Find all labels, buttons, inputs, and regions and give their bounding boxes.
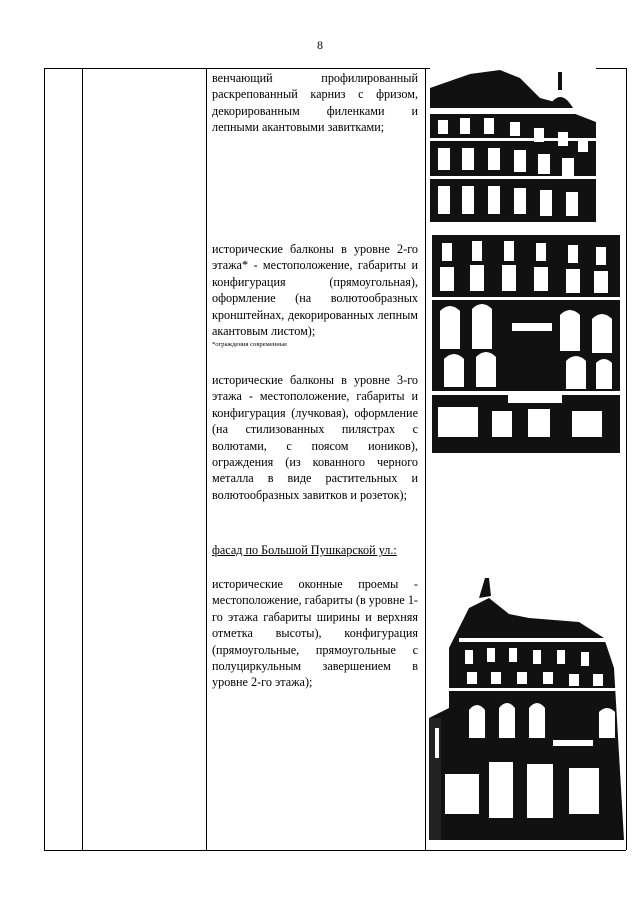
- feature-windows-text: исторические оконные проемы - местоположение, габариты (в уровне 1-го этажа габариты ширины и верхняя отметка высоты), конфигурация (прямоугольные, прямоугольные с полуциркульным завершением в уровне 2-го этажа);: [212, 577, 418, 690]
- feature-cornice-text: венчающий профилированный раскрепованный карниз с фризом, декорированным филенками и лепными акантовыми завитками;: [212, 71, 418, 135]
- section-heading: фасад по Большой Пушкарской ул.:: [212, 543, 397, 557]
- page-number: 8: [317, 38, 323, 52]
- feature-balconies-3rd-floor-text: исторические балконы в уровне 3-го этажа - местоположение, габариты и конфигурация (лучковая), оформление (на стилизованных пилястрах с волютами, с поясом иоников), ограждения (из кованного черного металла в виде растительных и волютообразных завитков и розеток);: [212, 373, 418, 502]
- table-border: [44, 850, 626, 851]
- feature-balconies-2nd-floor-text: исторические балконы в уровне 2-го этажа* - местоположение, габариты и конфигурация (прямоугольная), оформление (на волютообразных кронштейнах, декорированных лепным акантовым листом);: [212, 242, 418, 339]
- table-border: [44, 68, 45, 850]
- table-border: [82, 68, 83, 850]
- table-border: [425, 68, 426, 850]
- table-border: [206, 68, 207, 850]
- footnote: *ограждения современные: [212, 341, 288, 348]
- facade-cornice-photo: [430, 68, 596, 222]
- table-border: [626, 68, 627, 850]
- facade-balconies-photo: [432, 231, 620, 453]
- facade-pushkarskaya-photo: [429, 578, 624, 840]
